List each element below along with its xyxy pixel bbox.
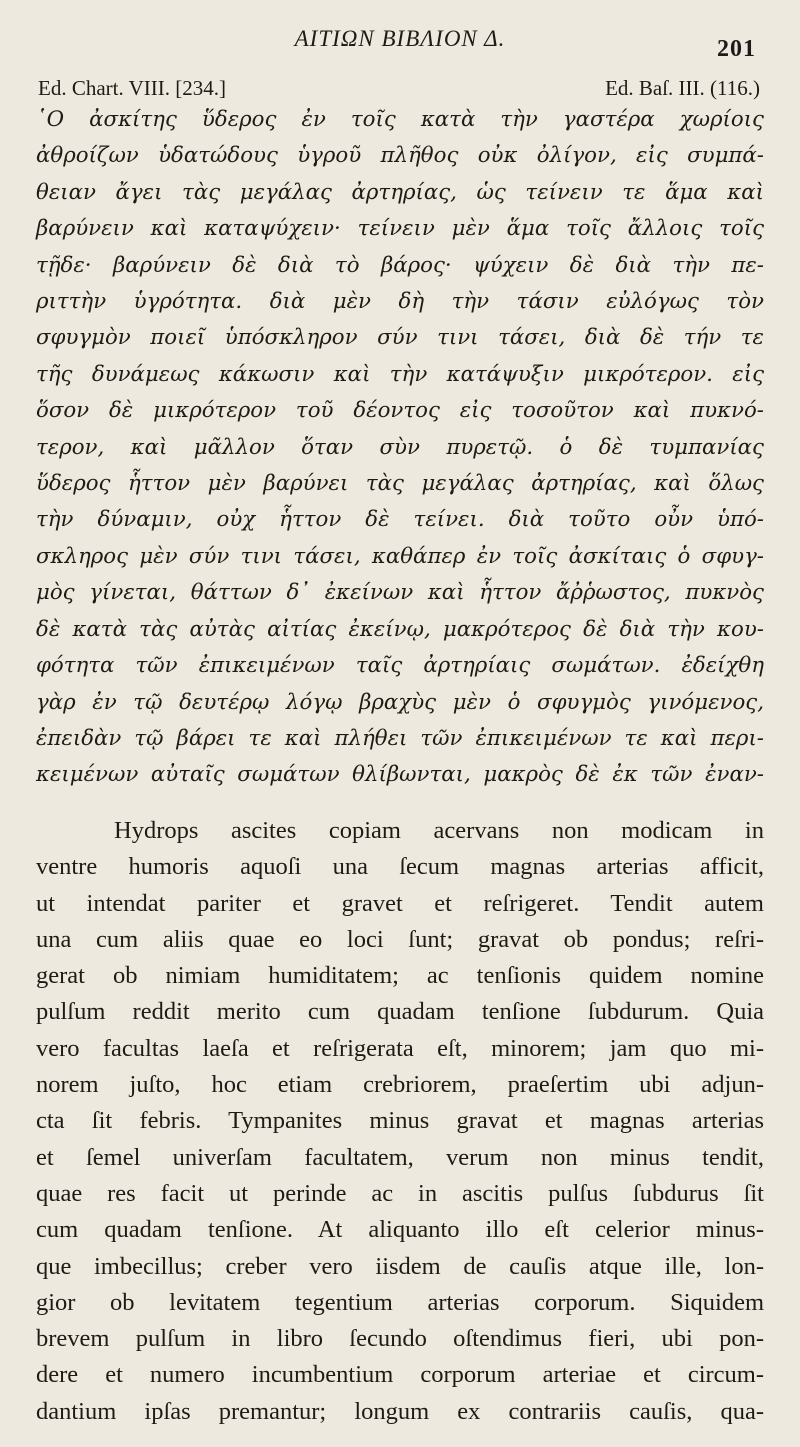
latin-text-line: ventre humoris aquoſi una ſecum magnas arterias afficit, xyxy=(36,853,764,881)
greek-text-line: σφυγμὸν ποιεῖ ὑπόσκληρον σύν τινι τάσει, διὰ δὲ τήν τε xyxy=(36,325,764,351)
latin-text-line: et ſemel univerſam facultatem, verum non minus tendit, xyxy=(36,1143,764,1171)
greek-text-line: ὕδερος ἧττον μὲν βαρύνει τὰς μεγάλας ἀρτηρίας, καὶ ὅλως xyxy=(36,471,764,497)
edition-reference-right: Ed. Baſ. III. (116.) xyxy=(605,76,760,100)
greek-text-line: ἐπειδὰν τῷ βάρει τε καὶ πλήθει τῶν ἐπικειμένων τε καὶ περι- xyxy=(36,725,764,751)
greek-text-line: θειαν ἄγει τὰς μεγάλας ἀρτηρίας, ὡς τείνειν τε ἅμα καὶ xyxy=(36,179,764,205)
greek-text-line: κειμένων αὐταῖς σωμάτων θλίβωνται, μακρὸς δὲ ἐκ τῶν ἐναν- xyxy=(36,762,764,788)
greek-text-line: φότητα τῶν ἐπικειμένων ταῖς ἀρτηρίαις σωμάτων. ἐδείχθη xyxy=(36,653,764,679)
greek-text-line: μὸς γίνεται, θάττων δ᾿ ἐκείνων καὶ ἧττον ἄῤῥωστος, πυκνὸς xyxy=(36,580,764,606)
latin-text-line: norem juſto, hoc etiam crebriorem, praeſertim ubi adjun- xyxy=(36,1071,764,1099)
greek-text-line: τερον, καὶ μᾶλλον ὅταν σὺν πυρετῷ. ὁ δὲ τυμπανίας xyxy=(36,434,764,460)
latin-text-line: quae res facit ut perinde ac in ascitis pulſus ſubdurus ſit xyxy=(36,1179,764,1207)
latin-text-line: gior ob levitatem tegentium arterias corporum. Siquidem xyxy=(36,1288,764,1316)
greek-text-line: σκληρος μὲν σύν τινι τάσει, καθάπερ ἐν τοῖς ἀσκίταις ὁ σφυγ- xyxy=(36,543,764,569)
latin-text-line: cta ſit febris. Tympanites minus gravat et magnas arterias xyxy=(36,1107,764,1135)
greek-text-line: τὴν δύναμιν, οὐχ ἧττον δὲ τείνει. διὰ τοῦτο οὖν ὑπό- xyxy=(36,507,764,533)
latin-text-line: gerat ob nimiam humiditatem; ac tenſionis quidem nomine xyxy=(36,962,764,990)
greek-text-line: ἀθροίζων ὑδατώδους ὑγροῦ πλῆθος οὐκ ὀλίγον, εἰς συμπά- xyxy=(36,143,764,169)
greek-text-line: γὰρ ἐν τῷ δευτέρῳ λόγῳ βραχὺς μὲν ὁ σφυγμὸς γινόμενος, xyxy=(36,689,764,715)
latin-text-line: que imbecillus; creber vero iisdem de cauſis atque ille, lon- xyxy=(36,1252,764,1280)
greek-text-line: ῾Ο ἀσκίτης ὕδερος ἐν τοῖς κατὰ τὴν γαστέρα χωρίοις xyxy=(36,107,764,132)
latin-text-line: vero facultas laeſa et reſrigerata eſt, minorem; jam quo mi- xyxy=(36,1034,764,1062)
latin-text-line: cum quadam tenſione. At aliquanto illo eſt celerior minus- xyxy=(36,1216,764,1244)
latin-text-line: Hydrops ascites copiam acervans non modicam in xyxy=(114,817,764,844)
latin-text-line: dere et numero incumbentium corporum arteriae et circum- xyxy=(36,1361,764,1389)
greek-text-line: βαρύνειν καὶ καταψύχειν· τείνειν μὲν ἅμα τοῖς ἄλλοις τοῖς xyxy=(36,216,764,242)
greek-text-block xyxy=(36,102,764,794)
running-title: ΑΙΤΙΩΝ ΒΙΒΛΙΟΝ Δ. xyxy=(294,26,506,51)
edition-reference-left: Ed. Chart. VIII. [234.] xyxy=(38,76,226,100)
latin-text-line: pulſum reddit merito cum quadam tenſione ſubdurum. Quia xyxy=(36,998,764,1026)
greek-text-line: ριττὴν ὑγρότητα. διὰ μὲν δὴ τὴν τάσιν εὐλόγως τὸν xyxy=(36,289,764,315)
greek-text-line: δὲ κατὰ τὰς αὐτὰς αἰτίας ἐκείνῳ, μακρότερος δὲ διὰ τὴν κου- xyxy=(36,616,764,642)
page-number: 201 xyxy=(717,36,756,62)
latin-text-line: dantium ipſas premantur; longum ex contrariis cauſis, qua- xyxy=(36,1397,764,1425)
latin-text-line: brevem pulſum in libro ſecundo oſtendimus fieri, ubi pon- xyxy=(36,1325,764,1353)
latin-text-block xyxy=(36,813,764,1430)
greek-text-line: τῇδε· βαρύνειν δὲ διὰ τὸ βάρος· ψύχειν δὲ διὰ τὴν πε- xyxy=(36,252,764,278)
greek-text-line: ὅσον δὲ μικρότερον τοῦ δέοντος εἰς τοσοῦτον καὶ πυκνό- xyxy=(36,398,764,424)
latin-text-line: ut intendat pariter et gravet et reſrigeret. Tendit autem xyxy=(36,889,764,917)
greek-text-line: τῆς δυνάμεως κάκωσιν καὶ τὴν κατάψυξιν μικρότερον. εἰς xyxy=(36,361,764,387)
latin-text-line: una cum aliis quae eo loci ſunt; gravat ob pondus; reſri- xyxy=(36,925,764,953)
